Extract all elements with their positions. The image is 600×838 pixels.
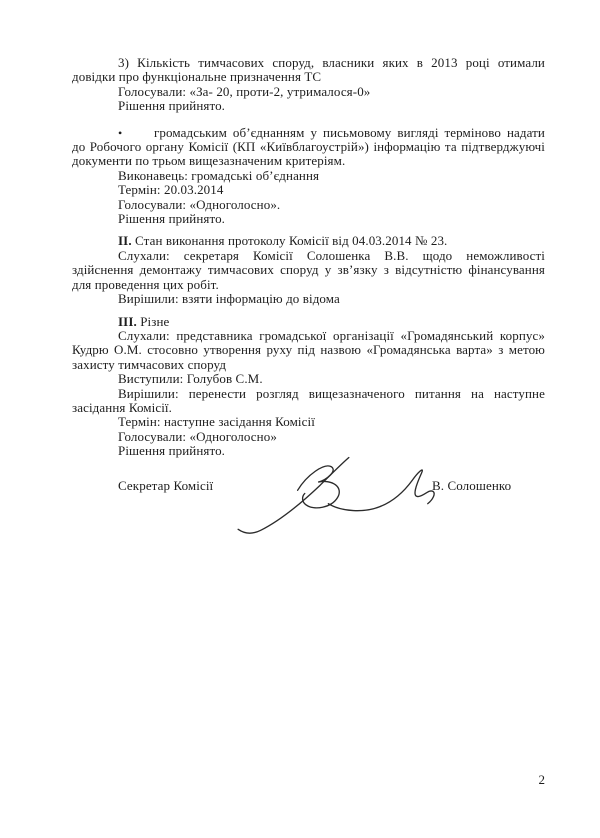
paragraph-assignment <box>72 126 545 169</box>
bullet-marker: • <box>118 125 123 140</box>
section3-spoke-line: Виступили: Голубов С.М. <box>118 371 263 387</box>
item3-decision-line: Рішення прийнято. <box>118 98 226 114</box>
assignment-executor-line: Виконавець: громадські об’єднання <box>118 167 320 183</box>
section3-term-line: Термін: наступне засідання Комісії <box>118 414 315 430</box>
assignment-text: громадським об’єднанням у письмовому вигляді терміново надати до Робочого органу Комісії (КП «Київблагоустрій») інформацію та підтверджуючі документи по трьом вищезазначеним критеріям. <box>72 124 545 169</box>
section3-heading-text: Різне <box>140 313 170 329</box>
assignment-decision-line: Рішення прийнято. <box>118 211 226 227</box>
assignment-voting-line: Голосували: «Одноголосно». <box>118 196 281 212</box>
assignment-term-line: Термін: 20.03.2014 <box>118 182 224 198</box>
item3-voting-line: Голосували: «За- 20, проти-2, утрималося-0» <box>118 83 371 99</box>
section3-numeral: III. <box>118 313 137 329</box>
section2-decided-line: Вирішили: взяти інформацію до відома <box>118 291 340 307</box>
section3-voting-line: Голосували: «Одноголосно» <box>118 428 277 444</box>
page-number: 2 <box>538 772 545 787</box>
signature-name: В. Солошенко <box>432 477 512 493</box>
section2-heading-text: Стан виконання протоколу Комісії від 04.03.2014 № 23. <box>135 233 448 249</box>
section3-decision-line: Рішення прийнято. <box>118 443 226 459</box>
section3-decided-paragraph: Вирішили: перенести розгляд вищезазначеного питання на наступне засідання Комісії. <box>72 385 545 415</box>
document-body <box>72 56 545 569</box>
paragraph-item3: 3) Кількість тимчасових споруд, власники яких в 2013 році отимали довідки про функціональне призначення ТС <box>72 55 545 85</box>
section2-heading <box>72 234 545 248</box>
section2-heard-paragraph: Слухали: секретаря Комісії Солошенка В.В. щодо неможливості здійснення демонтажу тимчасових споруд у зв’язку з відсутністю фінансування для проведення цих робіт. <box>72 247 545 292</box>
section3-heard-paragraph: Слухали: представника громадської організації «Громадянський корпус» Кудрю О.М. стосовно утворення руху під назвою «Громадянська варта» з метою захисту тимчасових споруд <box>72 327 545 372</box>
signature-role-label: Секретар Комісії <box>118 477 214 493</box>
section2-numeral: II. <box>118 233 132 249</box>
signature-block <box>72 479 545 569</box>
signature-image <box>232 453 437 541</box>
section3-heading <box>72 315 545 329</box>
